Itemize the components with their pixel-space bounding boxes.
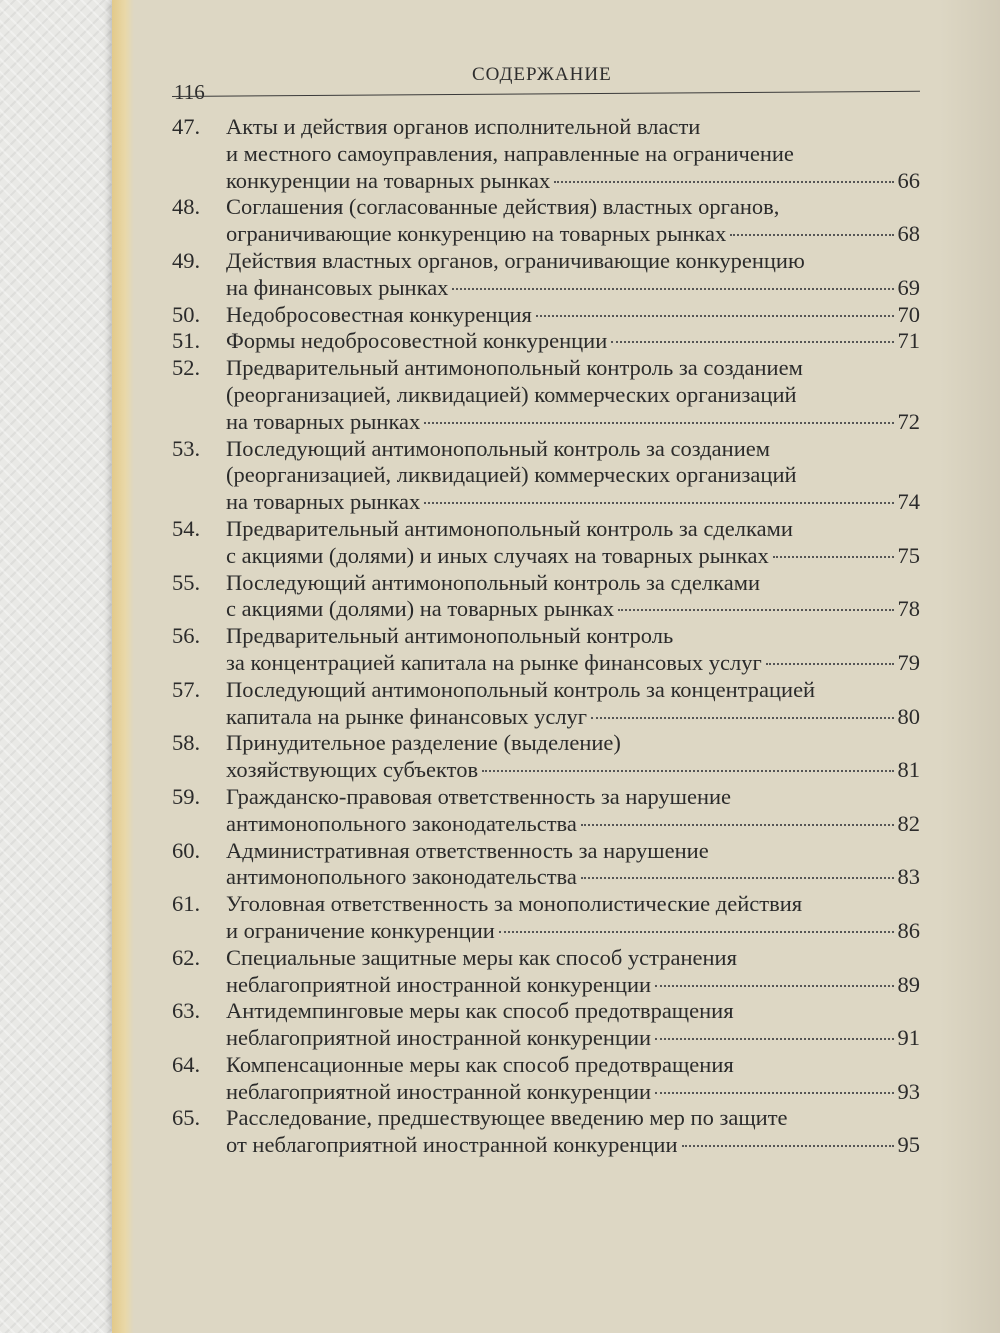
entry-last-line [226,489,920,516]
entry-last-line [226,1025,920,1052]
entry-page-number: 79 [897,649,920,675]
entry-title [226,302,920,329]
entry-page-number: 74 [897,489,920,515]
entry-number: 62. [172,944,201,970]
dot-leader [581,877,894,879]
dot-leader [499,931,894,933]
entry-number: 63. [172,998,201,1024]
entry-title-line: Последующий антимонопольный контроль за созданием [226,435,770,461]
page-edge [112,0,134,1333]
entry-title-line: с акциями (долями) на товарных рынках [226,596,615,622]
entry-number: 59. [172,783,201,809]
entry-title-line: с акциями (долями) и иных случаях на товарных рынках [226,542,769,568]
entry-title [226,1105,920,1159]
entry-number: 54. [172,515,201,541]
entry-number: 65. [172,1105,201,1131]
toc-entry [172,570,920,624]
entry-page-number: 86 [897,917,920,943]
entry-last-line [226,328,920,355]
entry-title [226,1052,920,1106]
entry-title-line: Компенсационные меры как способ предотвращения [226,1051,734,1077]
entry-page-number: 91 [897,1025,920,1051]
entry-title [226,891,920,945]
entry-page-number: 78 [897,596,920,622]
toc-entry [172,784,920,838]
dot-leader [536,315,894,317]
entry-title-line: Административная ответственность за нарушение [226,837,709,863]
entry-title-line: Предварительный антимонопольный контроль за сделками [226,515,793,541]
entry-number: 49. [172,247,201,273]
entry-page-number: 75 [897,542,920,568]
entry-last-line [226,864,920,891]
entry-page-number: 80 [897,703,920,729]
dot-leader [655,1038,893,1040]
entry-number: 47. [172,114,201,139]
entry-title-line: конкуренции на товарных рынках [226,167,551,193]
entry-last-line [226,543,920,570]
toc-entry [172,677,920,731]
entry-page-number: 89 [897,971,920,997]
dot-leader [554,181,893,183]
entry-title-line: Соглашения (согласованные действия) властных органов, [226,194,780,220]
toc-entry [172,838,920,892]
entry-title-line: неблагоприятной иностранной конкуренции [226,1025,652,1051]
page-number: 116 [174,80,205,104]
entry-title-line: Принудительное разделение (выделение) [226,730,621,756]
entry-last-line [226,1132,920,1159]
dot-leader [730,234,893,236]
entry-number: 51. [172,328,201,354]
entry-title-line: антимонопольного законодательства [226,864,577,890]
toc-entry [172,516,920,570]
entry-title [226,838,920,892]
entry-title-line: и местного самоуправления, направленные на ограничение [226,140,794,166]
entry-title [226,730,920,784]
entry-page-number: 72 [897,408,920,434]
dot-leader [424,422,893,424]
entry-number: 58. [172,730,201,756]
entry-title-line: Действия властных органов, ограничивающие конкуренцию [226,247,805,273]
dot-leader [452,288,893,290]
entry-last-line [226,1079,920,1106]
dot-leader [773,556,894,558]
entry-title-line: (реорганизацией, ликвидацией) коммерческих организаций [226,381,797,407]
entry-title-line: неблагоприятной иностранной конкуренции [226,1078,652,1104]
dot-leader [655,1092,893,1094]
toc-entry [172,623,920,677]
entry-number: 56. [172,623,201,649]
entry-title-line: и ограничение конкуренции [226,917,495,943]
entry-last-line [226,275,920,302]
entry-title [226,248,920,302]
dot-leader [591,717,893,719]
dot-leader [618,609,893,611]
entry-title [226,516,920,570]
dot-leader [424,502,893,504]
entry-title-line: Последующий антимонопольный контроль за сделками [226,569,761,595]
entry-title-line: за концентрацией капитала на рынке финансовых услуг [226,649,762,675]
entry-title-line: Недобросовестная конкуренция [226,301,532,327]
running-title: СОДЕРЖАНИЕ [472,64,612,85]
entry-title-line: на товарных рынках [226,408,421,434]
entry-last-line [226,409,920,436]
toc-entry [172,945,920,999]
entry-number: 50. [172,301,201,327]
entry-title [226,114,920,194]
entry-number: 48. [172,194,201,220]
toc-entry [172,998,920,1052]
header-rule [172,91,920,97]
entry-title-line: Расследование, предшествующее введению мер по защите [226,1105,788,1131]
entry-title-line: (реорганизацией, ликвидацией) коммерческих организаций [226,462,797,488]
dot-leader [682,1145,894,1147]
toc-entry [172,891,920,945]
entry-title [226,784,920,838]
entry-page-number: 93 [897,1078,920,1104]
entry-title-line: Последующий антимонопольный контроль за концентрацией [226,676,816,702]
entry-title-line: капитала на рынке финансовых услуг [226,703,588,729]
entry-number: 61. [172,891,201,917]
entry-title [226,194,920,248]
entry-number: 53. [172,435,201,461]
dot-leader [611,341,893,343]
entry-title-line: Уголовная ответственность за монополистические действия [226,891,803,917]
toc-entry [172,194,920,248]
entry-title [226,355,920,435]
entry-page-number: 68 [897,221,920,247]
entry-page-number: 82 [897,810,920,836]
entry-title-line: Гражданско-правовая ответственность за нарушение [226,783,732,809]
entry-title-line: хозяйствующих субъектов [226,757,479,783]
entry-last-line [226,168,920,195]
entry-number: 64. [172,1051,201,1077]
entry-page-number: 70 [897,301,920,327]
toc-entry [172,114,920,194]
entry-last-line [226,221,920,248]
dot-leader [581,824,894,826]
entry-page-number: 66 [897,167,920,193]
entry-title-line: от неблагоприятной иностранной конкуренции [226,1132,678,1158]
entry-last-line [226,757,920,784]
entry-title [226,998,920,1052]
entry-page-number: 71 [897,328,920,354]
entry-last-line [226,704,920,731]
entry-number: 60. [172,837,201,863]
toc-entry [172,730,920,784]
entry-title-line: Предварительный антимонопольный контроль за созданием [226,355,803,381]
entry-title-line: неблагоприятной иностранной конкуренции [226,971,652,997]
dot-leader [655,985,893,987]
entry-title [226,623,920,677]
toc-entry [172,328,920,355]
entry-title [226,328,920,355]
toc-entry [172,355,920,435]
entry-page-number: 81 [897,757,920,783]
page-header [172,58,924,102]
entry-title-line: Предварительный антимонопольный контроль [226,623,674,649]
entry-title [226,945,920,999]
entry-title-line: Антидемпинговые меры как способ предотвращения [226,998,734,1024]
entry-title [226,677,920,731]
entry-last-line [226,596,920,623]
entry-title-line: Специальные защитные меры как способ устранения [226,944,737,970]
toc-entry [172,302,920,329]
entry-last-line [226,811,920,838]
entry-number: 57. [172,676,201,702]
entry-page-number: 95 [897,1132,920,1158]
entry-page-number: 83 [897,864,920,890]
entry-title [226,570,920,624]
entry-title-line: на товарных рынках [226,489,421,515]
dot-leader [482,770,893,772]
dot-leader [766,663,894,665]
entry-title-line: антимонопольного законодательства [226,810,577,836]
page-shadow [940,0,1000,1333]
entry-number: 52. [172,355,201,381]
entry-title-line: Акты и действия органов исполнительной власти [226,114,701,139]
entry-last-line [226,302,920,329]
entry-last-line [226,918,920,945]
entry-page-number: 69 [897,274,920,300]
entry-last-line [226,972,920,999]
entry-title-line: на финансовых рынках [226,274,449,300]
table-of-contents [172,114,920,1159]
toc-entry [172,436,920,516]
entry-title [226,436,920,516]
entry-last-line [226,650,920,677]
entry-number: 55. [172,569,201,595]
entry-title-line: Формы недобросовестной конкуренции [226,328,608,354]
toc-entry [172,1105,920,1159]
toc-entry [172,248,920,302]
toc-entry [172,1052,920,1106]
entry-title-line: ограничивающие конкуренцию на товарных рынках [226,221,727,247]
